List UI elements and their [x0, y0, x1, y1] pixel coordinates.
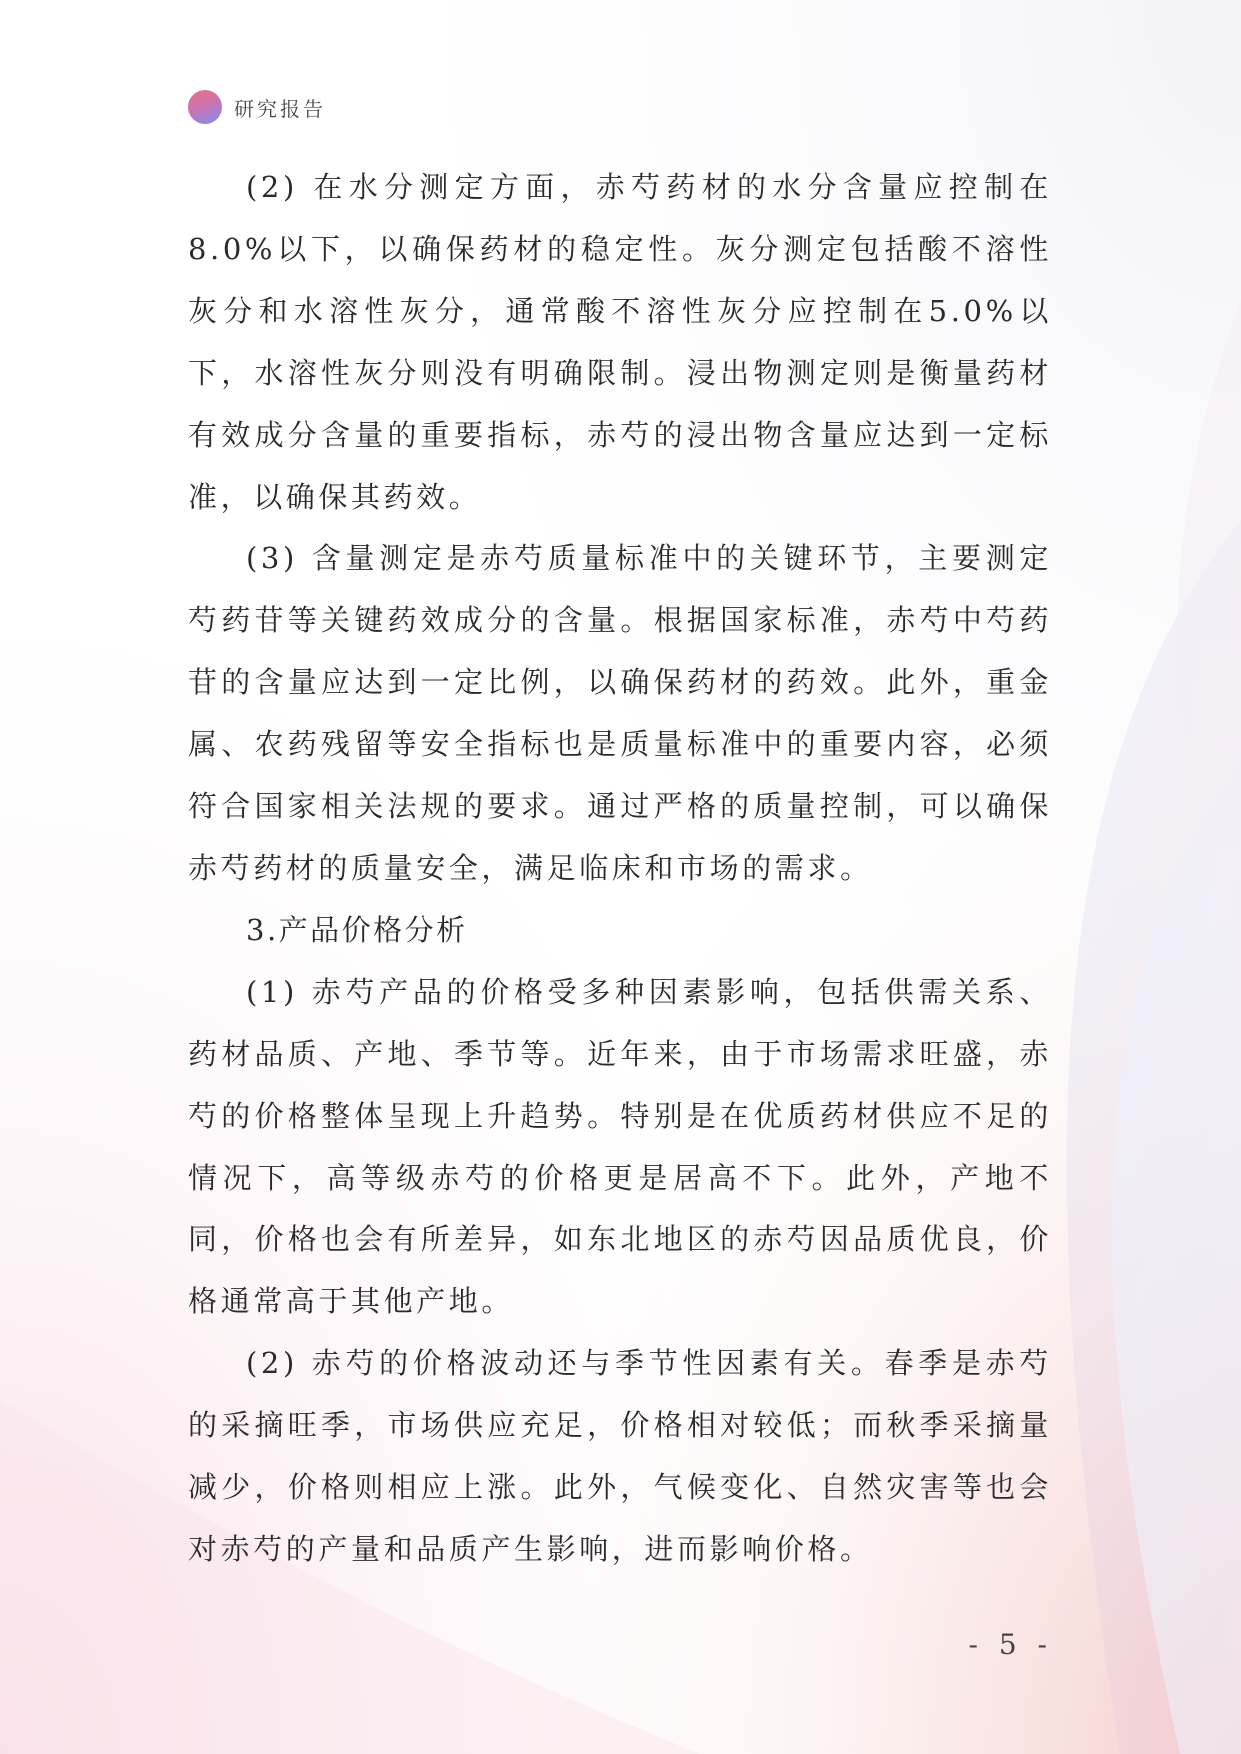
paragraph-content-determination: (3) 含量测定是赤芍质量标准中的关键环节，主要测定芍药苷等关键药效成分的含量。根据国家标准，赤芍中芍药苷的含量应达到一定比例，以确保药材的药效。此外，重金属、农药残留等安全指标也是质量标准中的重要内容，必须符合国家相关法规的要求。通过严格的质量控制，可以确保赤芍药材的质量安全，满足临床和市场的需求。: [188, 541, 1052, 885]
page-number: - 5 -: [968, 1628, 1053, 1661]
header-title: 研究报告: [234, 96, 326, 121]
paragraph-price-factors: (1) 赤芍产品的价格受多种因素影响，包括供需关系、药材品质、产地、季节等。近年来，由于市场需求旺盛，赤芍的价格整体呈现上升趋势。特别是在优质药材供应不足的情况下，高等级赤芍的价格更是居高不下。此外，产地不同，价格也会有所差异，如东北地区的赤芍因品质优良，价格通常高于其他产地。: [188, 974, 1052, 1319]
report-header: [188, 90, 326, 124]
paragraph-seasonal-price: (2) 赤芍的价格波动还与季节性因素有关。春季是赤芍的采摘旺季，市场供应充足，价格相对较低；而秋季采摘量减少，价格则相应上涨。此外，气候变化、自然灾害等也会对赤芍的产量和品质产生影响，进而影响价格。: [188, 1346, 1052, 1566]
logo-circle-icon: [188, 90, 222, 124]
document-body: [188, 157, 1052, 1581]
paragraph-moisture-ash-extract: (2) 在水分测定方面，赤芍药材的水分含量应控制在8.0%以下，以确保药材的稳定性。灰分测定包括酸不溶性灰分和水溶性灰分，通常酸不溶性灰分应控制在5.0%以下，水溶性灰分则没有明确限制。浸出物测定则是衡量药材有效成分含量的重要指标，赤芍的浸出物含量应达到一定标准，以确保其药效。: [188, 170, 1052, 514]
section-heading-price-analysis: 3.产品价格分析: [246, 912, 468, 947]
